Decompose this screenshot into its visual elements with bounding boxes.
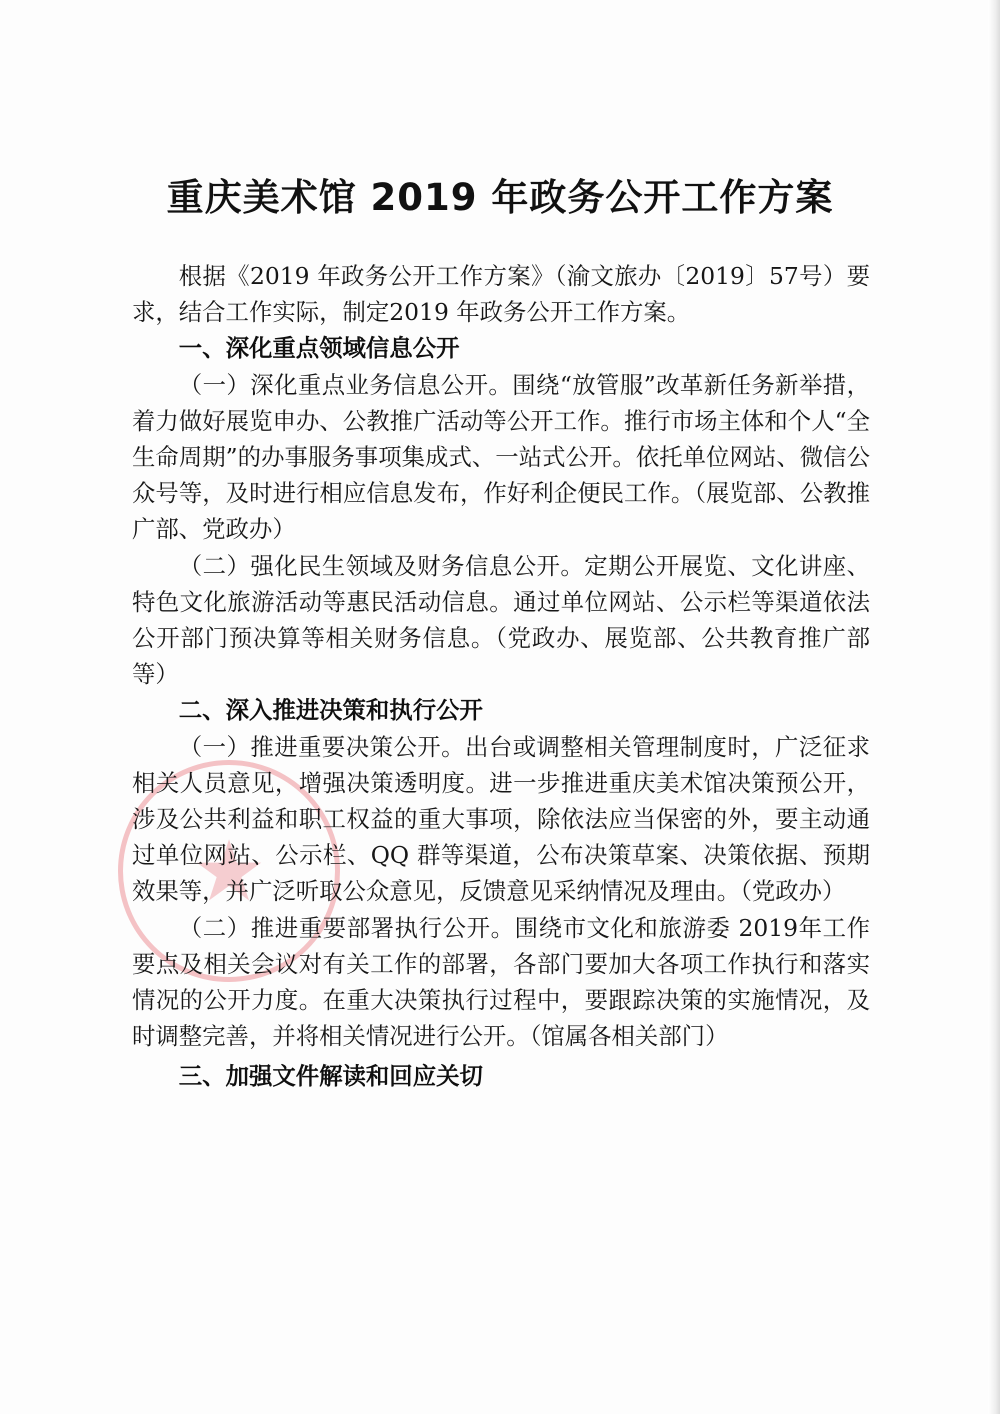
section-1-heading: 一、深化重点领域信息公开 xyxy=(178,334,460,363)
seal-star-icon: ★ xyxy=(191,822,267,920)
intro-paragraph: 根据《2019 年政务公开工作方案》（渝文旅办〔2019〕57号）要求，结合工作实际，制定2019 年政务公开工作方案。 xyxy=(132,262,870,327)
section-3-heading: 三、加强文件解读和回应关切 xyxy=(178,1062,483,1091)
document-body xyxy=(132,258,870,1095)
section-2-item-2: （二）推进重要部署执行公开。围绕市文化和旅游委 2019年工作要点及相关会议对有关工作的部署，各部门要加大各项工作执行和落实情况的公开力度。在重大决策执行过程中，要跟踪决策的实施情况，及时调整完善，并将相关情况进行公开。（馆属各相关部门） xyxy=(132,913,870,1051)
section-1-item-1: （一）深化重点业务信息公开。围绕“放管服”改革新任务新举措，着力做好展览申办、公教推广活动等公开工作。推行市场主体和个人“全生命周期”的办事服务事项集成式、一站式公开。依托单位网站、微信公众号等，及时进行相应信息发布，作好利企便民工作。（展览部、公教推广部、党政办） xyxy=(132,370,870,544)
section-1-item-2: （二）强化民生领域及财务信息公开。定期公开展览、文化讲座、特色文化旅游活动等惠民活动信息。通过单位网站、公示栏等渠道依法公开部门预决算等相关财务信息。（党政办、展览部、公共教育推广部等） xyxy=(132,551,870,689)
section-2-item-1: （一）推进重要决策公开。出台或调整相关管理制度时，广泛征求相关人员意见，增强决策透明度。进一步推进重庆美术馆决策预公开，涉及公共利益和职工权益的重大事项，除依法应当保密的外，要主动通过单位网站、公示栏、QQ 群等渠道，公布决策草案、决策依据、预期效果等，并广泛听取公众意见，反馈意见采纳情况及理由。（党政办） xyxy=(132,732,870,906)
section-2-heading: 二、深入推进决策和执行公开 xyxy=(178,696,483,725)
document-title: 重庆美术馆 2019 年政务公开工作方案 xyxy=(166,176,834,219)
